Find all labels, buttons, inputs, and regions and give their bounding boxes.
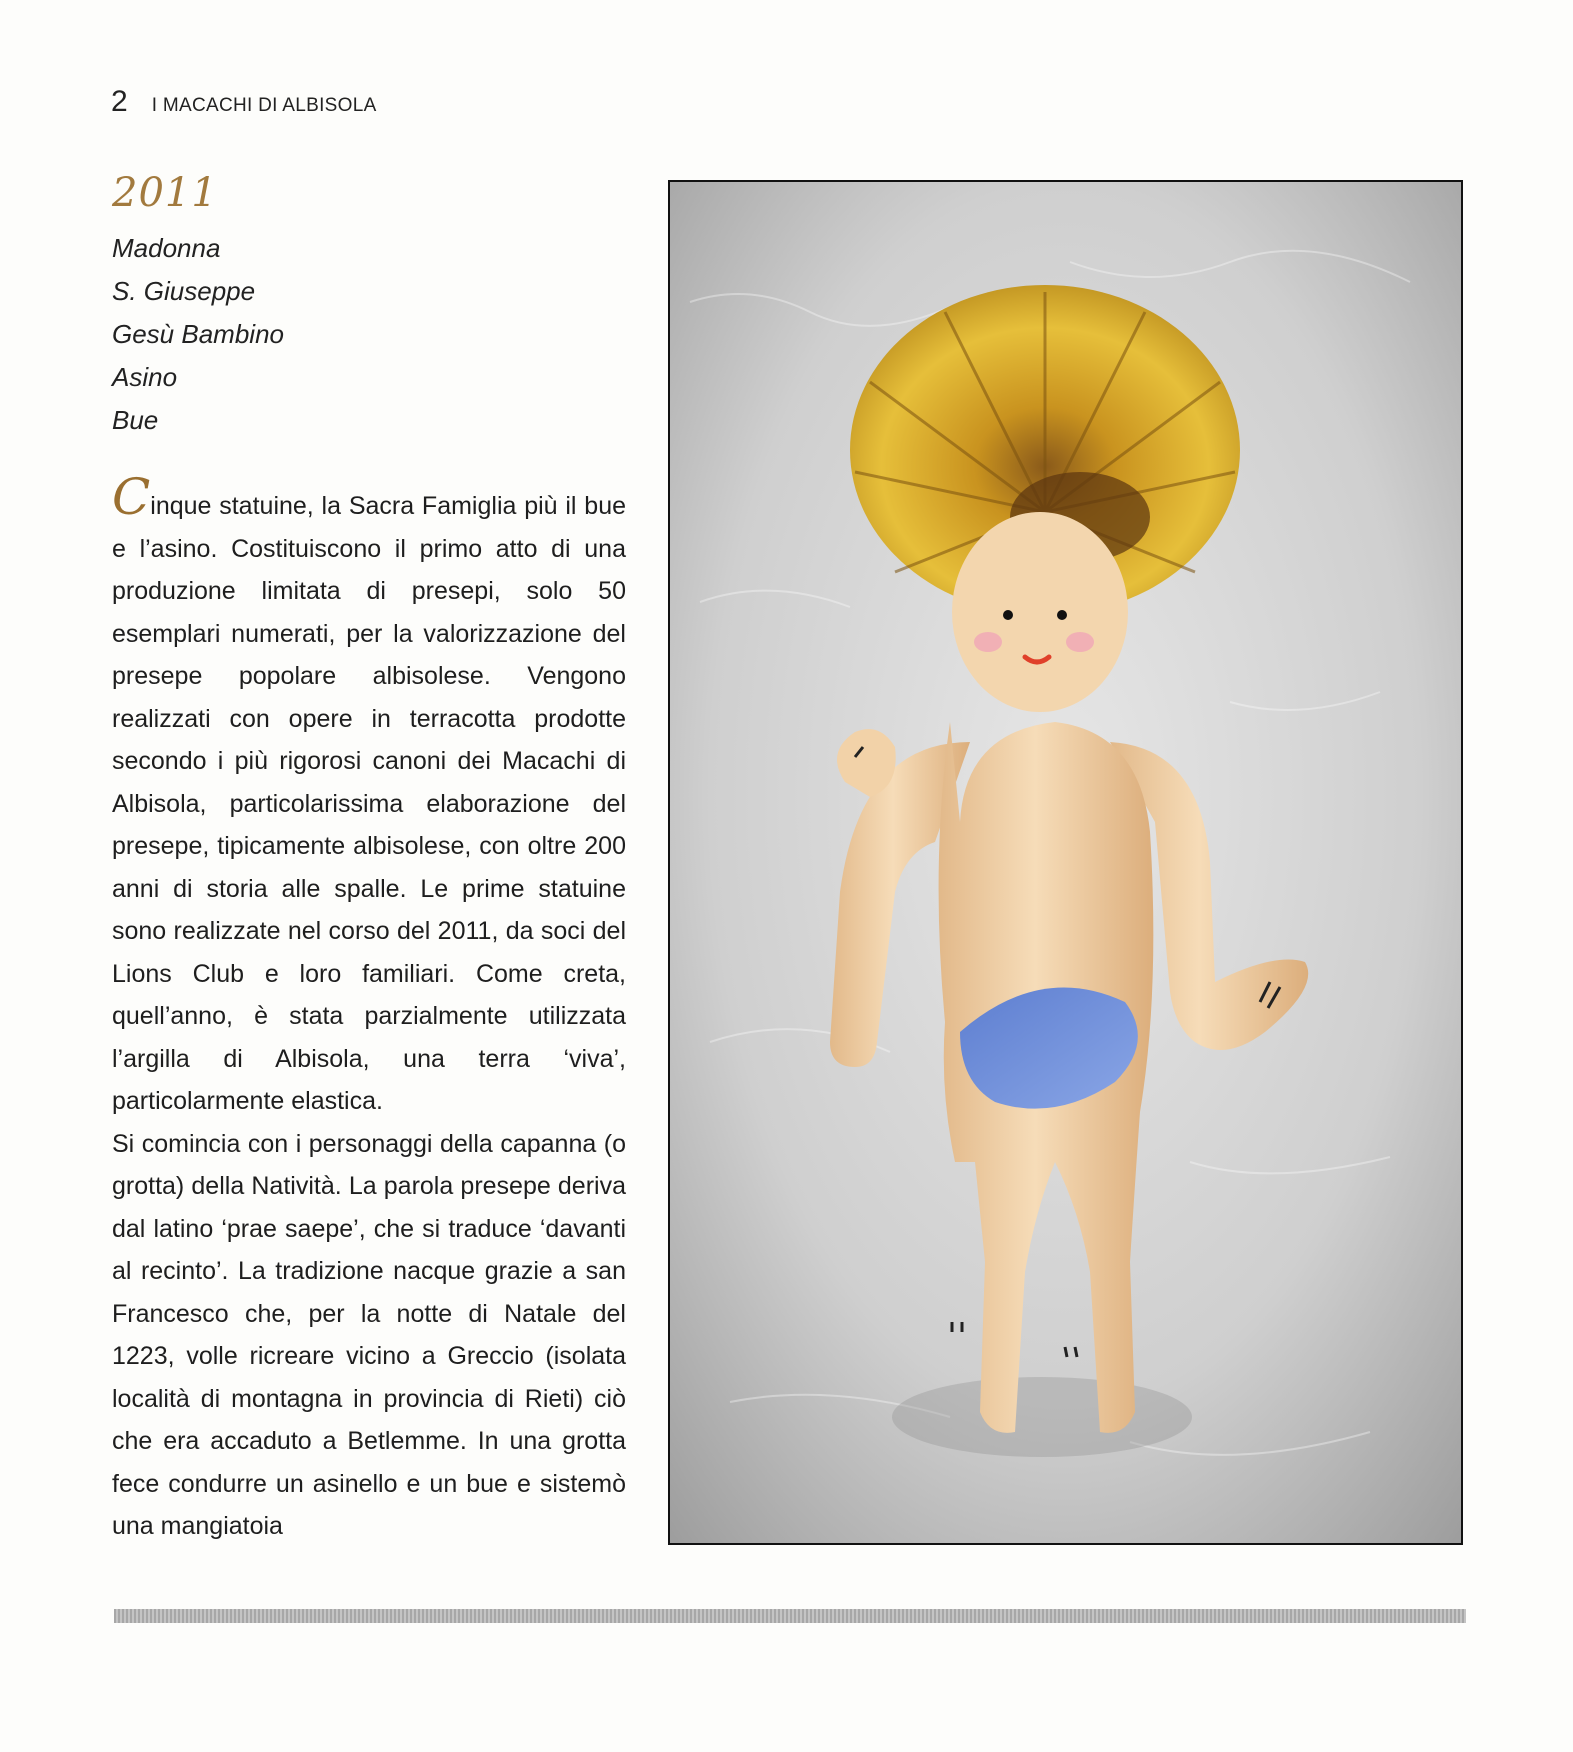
page-number: 2: [111, 85, 128, 118]
statuette-shadow: [892, 1377, 1192, 1457]
figure-list-item: Gesù Bambino: [112, 319, 284, 349]
body-text: [112, 468, 626, 1548]
drop-cap: C: [112, 468, 151, 526]
paragraph-2: Si comincia con i personaggi della capanna (o grotta) della Natività. La parola presepe deriva dal latino ‘prae saepe’, che si traduce ‘davanti al recinto’. La tradizione nacque grazie a san Francesco che, per la notte di Natale del 1223, volle ricreare vicino a Greccio (isolata località di montagna in provincia di Rieti) ciò che era accaduto a Betlemme. In una grotta fece condurre un asinello e un bue e sistemò una mangiatoia: [112, 1129, 626, 1540]
bottom-rule: [114, 1609, 1466, 1623]
paragraph-1-text: inque statuine, la Sacra Famiglia più il bue e l’asino. Costituiscono il primo atto di una produzione limitata di presepi, solo 50 esemplari numerati, per la valorizzazione del presepe popolare albisolese. Vengono realizzati con opere in terracotta prodotte secondo i più rigorosi canoni dei Macachi di Albisola, particolarissima elaborazione del presepe, tipicamente albisolese, con oltre 200 anni di storia alle spalle. Le prime statuine sono realizzate nel corso del 2011, da soci del Lions Club e loro familiari. Come creta, quell’anno, è stata parzialmente utilizzata l’argilla di Albisola, una terra ‘viva’, particolarmente elastica.: [112, 492, 626, 1115]
running-title: I MACACHI DI ALBISOLA: [151, 95, 377, 116]
figure-list: [112, 227, 284, 442]
figure-list-item: Madonna: [112, 233, 221, 263]
baby-jesus-statuette-photo: [670, 182, 1461, 1543]
photo-frame: [668, 180, 1463, 1545]
section-year: 2011: [112, 170, 218, 216]
figure-list-item: Asino: [112, 362, 178, 392]
figure-list-item: S. Giuseppe: [112, 276, 256, 306]
paragraph-1: [112, 468, 626, 1123]
running-head: [111, 85, 377, 119]
figure-list-item: Bue: [112, 405, 159, 435]
